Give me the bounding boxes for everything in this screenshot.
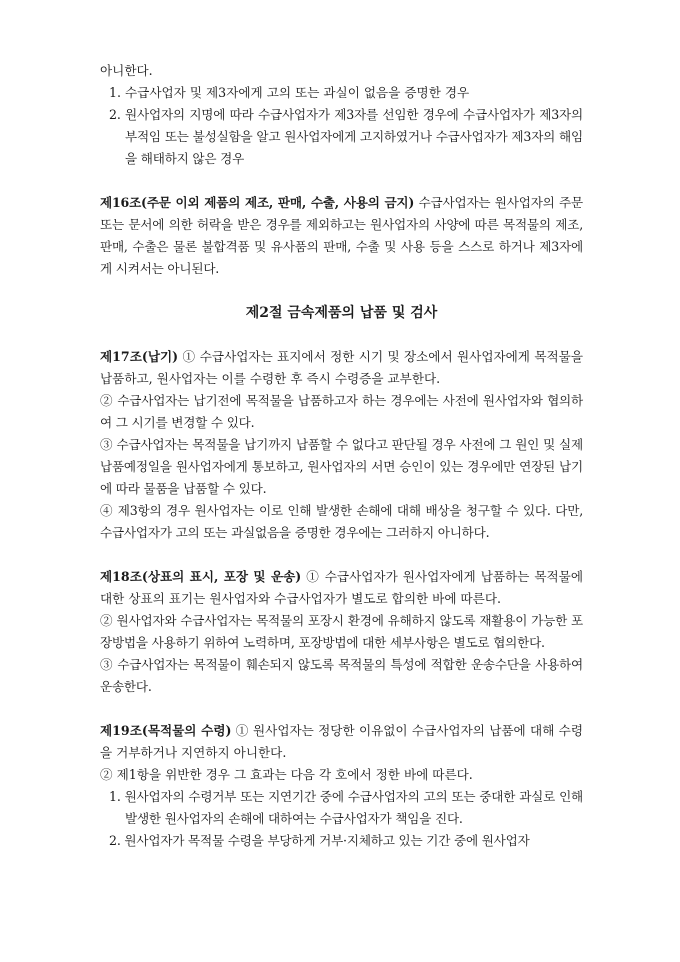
article-title: 제18조(상표의 표시, 포장 및 운송) <box>100 569 302 584</box>
paragraph: ② 제1항을 위반한 경우 그 효과는 다음 각 호에서 정한 바에 따른다. <box>100 767 473 782</box>
paragraph: ③ 수급사업자는 목적물을 납기까지 납품할 수 없다고 판단될 경우 사전에 그 원인 및 실제 납품예정일을 원사업자에게 통보하고, 원사업자의 서면 승인이 있는 경우에만 연장된 납기에 따라 물품을 납품할 수 있다. <box>100 437 583 496</box>
article-title: 제16조(주문 이외 제품의 제조, 판매, 수출, 사용의 금지) <box>100 195 415 210</box>
continuation-text: 아니한다. <box>100 63 153 78</box>
article-text: ① 수급사업자가 원사업자에게 납품하는 목적물에 대한 상표의 표기는 원사업자와 수급사업자가 별도로 합의한 바에 따른다. <box>100 569 584 606</box>
paragraph: ④ 제3항의 경우 원사업자는 이로 인해 발생한 손해에 대해 배상을 청구할 수 있다. 다만, 수급사업자가 고의 또는 과실없음을 증명한 경우에는 그러하지 아니하다. <box>100 503 583 540</box>
article-title: 제17조(납기) <box>100 349 179 364</box>
article-text: 수급사업자는 원사업자의 주문 또는 문서에 의한 허락을 받은 경우를 제외하고는 원사업자의 사양에 따른 목적물의 제조, 판매, 수출은 물론 불합격품 및 유사품의 판매, 수출 및 사용 등을 스스로 하거나 제3자에게 시켜서는 아니된다. <box>100 195 583 276</box>
article-19 <box>100 720 583 764</box>
document-page <box>100 60 583 852</box>
paragraph: ② 원사업자와 수급사업자는 목적물의 포장시 환경에 유해하지 않도록 재활용이 가능한 포장방법을 사용하기 위하여 노력하며, 포장방법에 대한 세부사항은 별도로 협의한다. <box>100 613 583 650</box>
paragraph: ② 수급사업자는 납기전에 목적물을 납품하고자 하는 경우에는 사전에 원사업자와 협의하여 그 시기를 변경할 수 있다. <box>100 393 583 430</box>
list-item: 1. 원사업자의 수령거부 또는 지연기간 중에 수급사업자의 고의 또는 중대한 과실로 인해 발생한 원사업자의 손해에 대하여는 수급사업자가 책임을 진다. <box>109 789 583 826</box>
paragraph: ③ 수급사업자는 목적물이 훼손되지 않도록 목적물의 특성에 적합한 운송수단을 사용하여 운송한다. <box>100 657 583 694</box>
article-18 <box>100 566 583 610</box>
list-item: 2. 원사업자가 목적물 수령을 부당하게 거부·지체하고 있는 기간 중에 원사업자 <box>109 833 530 848</box>
list-item: 2. 원사업자의 지명에 따라 수급사업자가 제3자를 선임한 경우에 수급사업자가 제3자의 부적임 또는 불성실함을 알고 원사업자에게 고지하였거나 수급사업자가 제3자의 해임을 해태하지 않은 경우 <box>109 107 583 166</box>
list-item: 1. 수급사업자 및 제3자에게 고의 또는 과실이 없음을 증명한 경우 <box>109 85 470 100</box>
article-17 <box>100 346 583 390</box>
article-text: ① 수급사업자는 표지에서 정한 시기 및 장소에서 원사업자에게 목적물을 납품하고, 원사업자는 이를 수령한 후 즉시 수령증을 교부한다. <box>100 349 583 386</box>
article-title: 제19조(목적물의 수령) <box>100 723 232 738</box>
article-text: ① 원사업자는 정당한 이유없이 수급사업자의 납품에 대해 수령을 거부하거나 지연하지 아니한다. <box>100 723 583 760</box>
section-heading: 제2절 금속제품의 납품 및 검사 <box>245 305 438 321</box>
article-16 <box>100 192 583 280</box>
